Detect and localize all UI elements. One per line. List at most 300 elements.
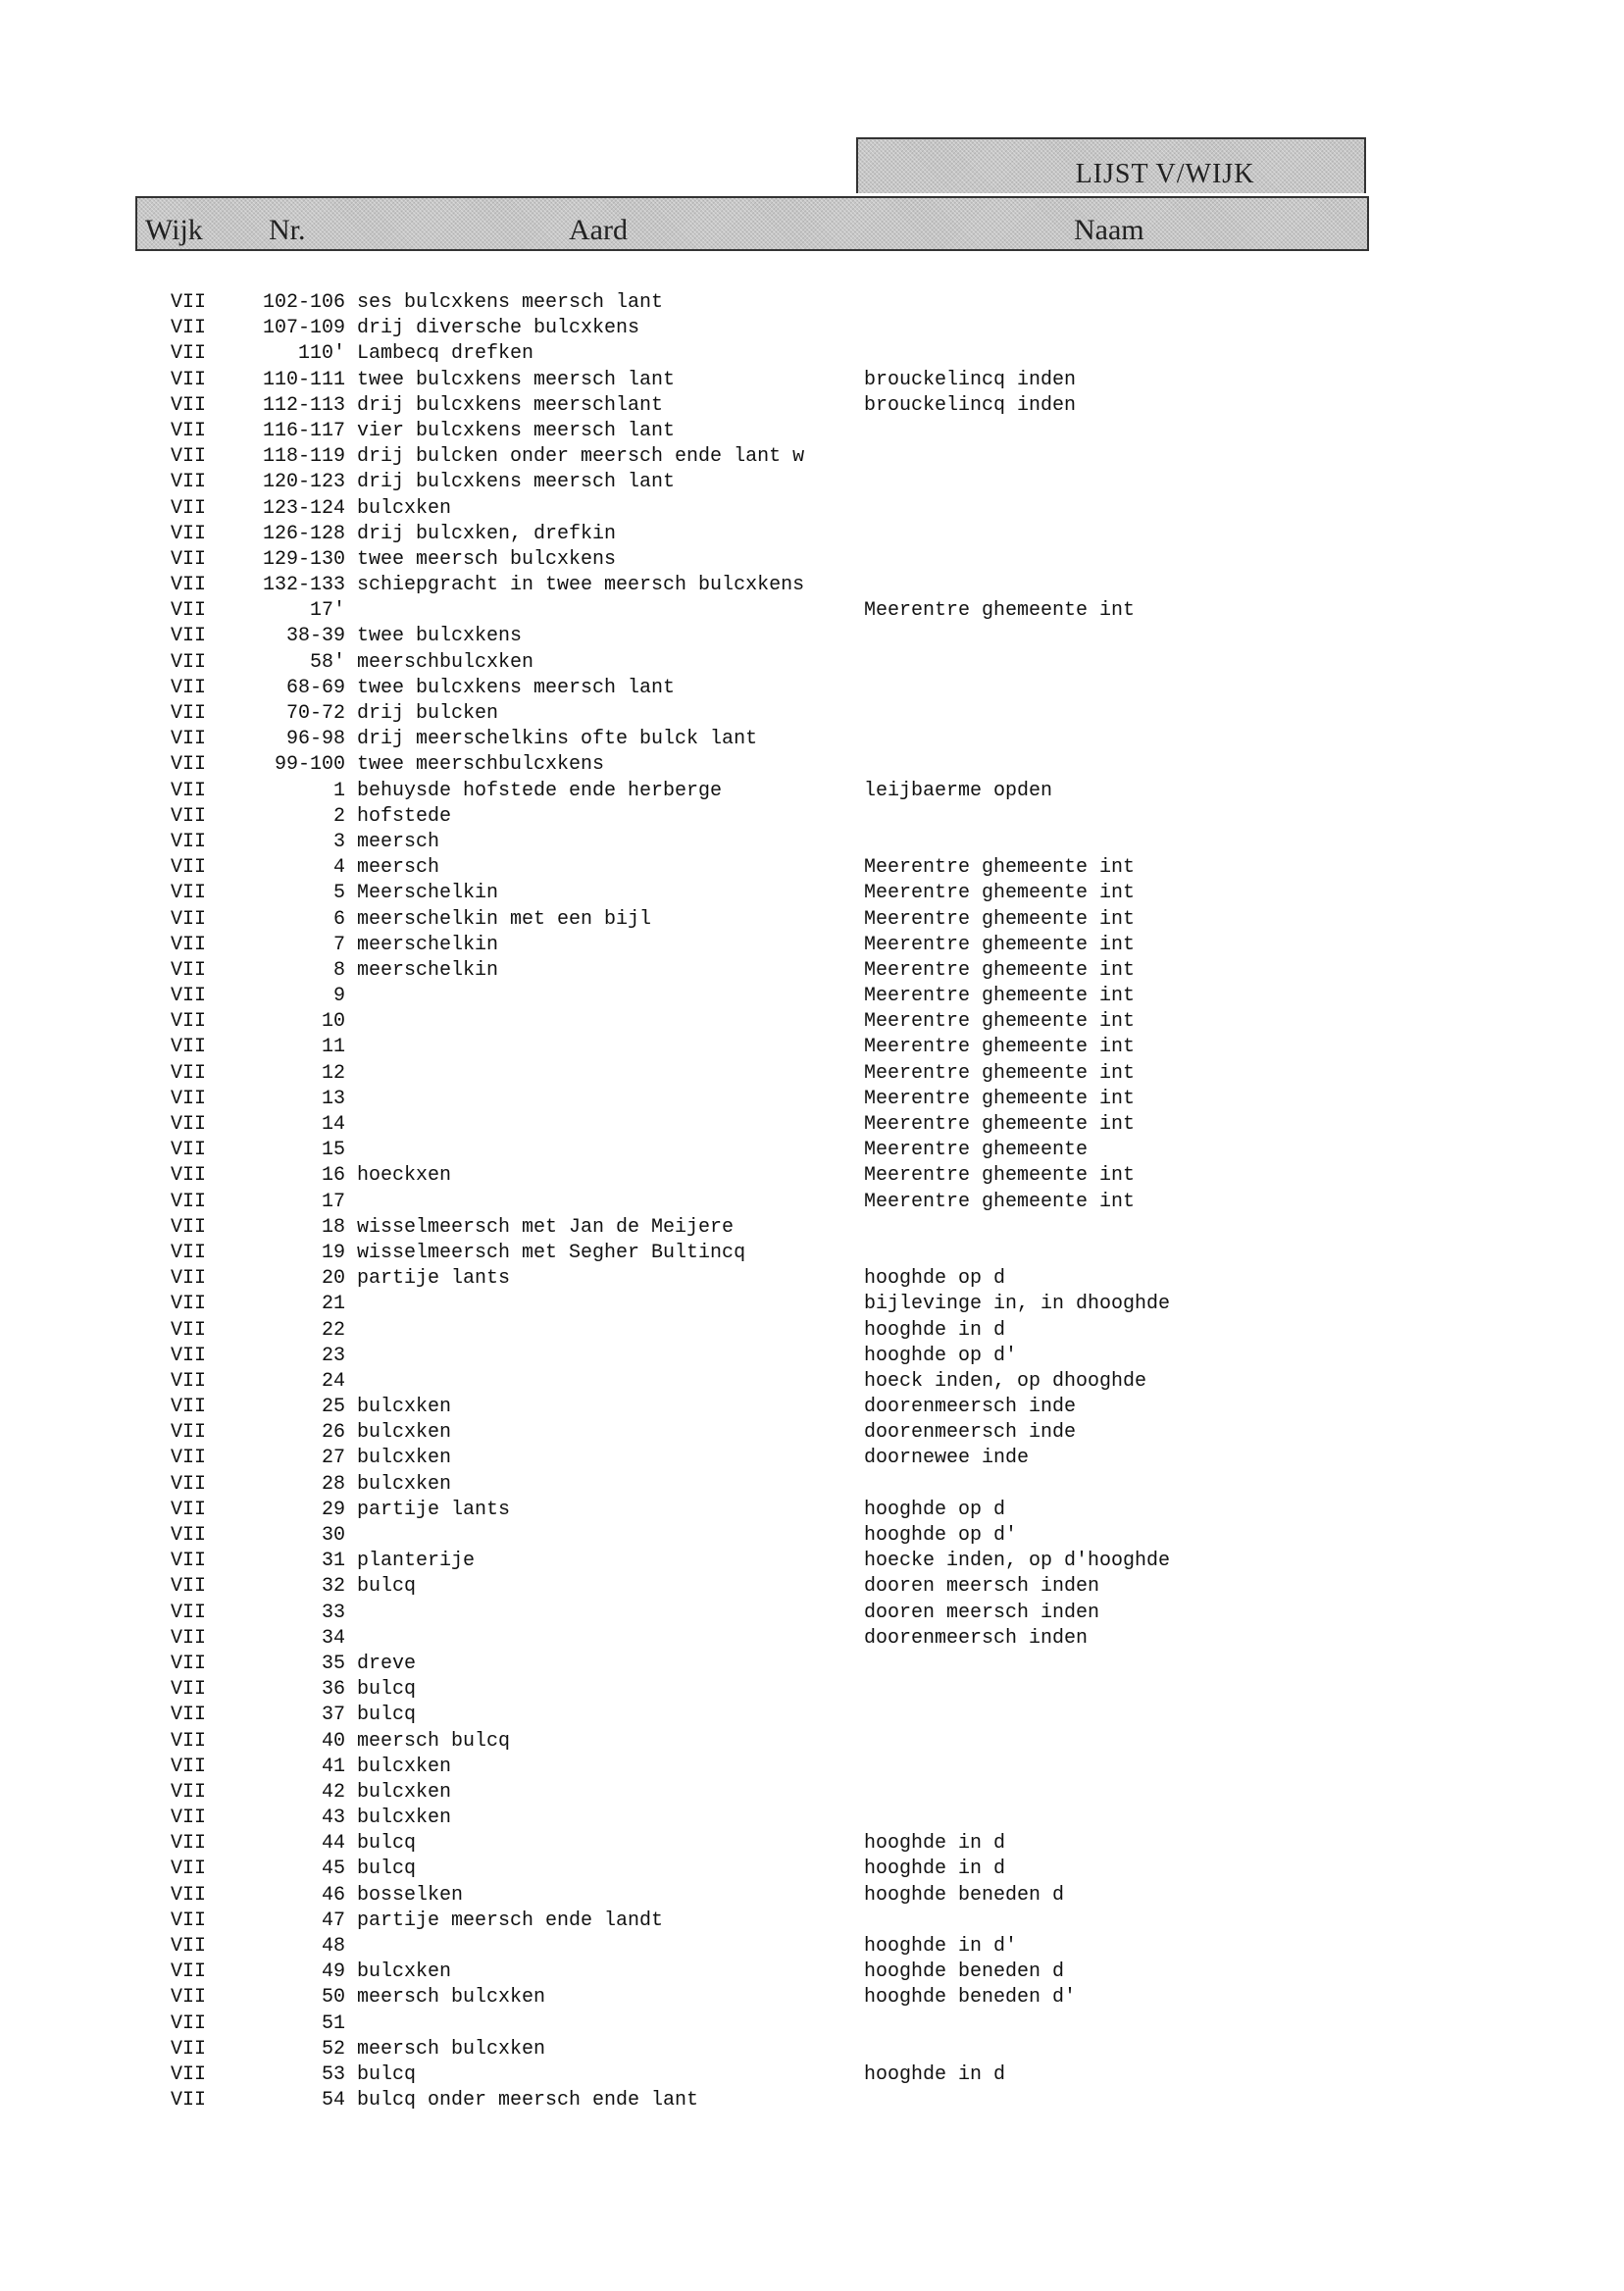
cell-wijk: VII: [171, 1036, 207, 1059]
table-row: [0, 1780, 1624, 1806]
cell-aard: partije lants: [357, 1267, 511, 1291]
cell-wijk: VII: [171, 1678, 207, 1702]
cell-nr: 37: [321, 1704, 345, 1727]
cell-nr: 27: [321, 1447, 345, 1470]
cell-aard: bulcxken: [357, 1780, 452, 1804]
cell-wijk: VII: [171, 1832, 207, 1856]
cell-wijk: VII: [171, 1061, 207, 1085]
cell-wijk: VII: [171, 2062, 207, 2086]
cell-nr: 36: [321, 1678, 345, 1702]
cell-naam: Meerentre ghemeente int: [864, 1010, 1136, 1034]
cell-aard: bulcxken: [357, 1755, 452, 1778]
cell-nr: 32: [321, 1575, 345, 1599]
cell-naam: Meerentre ghemeente int: [864, 933, 1136, 956]
cell-nr: 107-109: [262, 317, 345, 340]
cell-aard: drij bulcxken, drefkin: [357, 522, 617, 545]
cell-naam: hoeck inden, op dhooghde: [864, 1369, 1147, 1393]
table-row: [0, 958, 1624, 984]
cell-wijk: VII: [171, 445, 207, 469]
table-row: [0, 1523, 1624, 1549]
cell-nr: 123-124: [262, 496, 345, 520]
cell-nr: 2: [332, 804, 345, 828]
cell-nr: 99-100: [274, 753, 345, 777]
cell-nr: 15: [321, 1139, 345, 1162]
cell-nr: 120-123: [262, 471, 345, 494]
table-row: [0, 1369, 1624, 1395]
cell-wijk: VII: [171, 2037, 207, 2061]
cell-nr: 51: [321, 2011, 345, 2035]
cell-nr: 45: [321, 1858, 345, 1881]
cell-nr: 68-69: [285, 676, 345, 699]
cell-wijk: VII: [171, 1575, 207, 1599]
table-row: [0, 1061, 1624, 1087]
cell-wijk: VII: [171, 1986, 207, 2010]
cell-aard: twee bulcxkens meersch lant: [357, 368, 676, 391]
cell-nr: 33: [321, 1601, 345, 1624]
cell-nr: 20: [321, 1267, 345, 1291]
table-row: [0, 907, 1624, 933]
cell-aard: bulcxken: [357, 1960, 452, 1984]
table-row: [0, 1729, 1624, 1755]
cell-wijk: VII: [171, 1421, 207, 1445]
cell-aard: meersch bulcq: [357, 1729, 511, 1753]
cell-wijk: VII: [171, 1550, 207, 1573]
cell-nr: 96-98: [285, 728, 345, 751]
cell-wijk: VII: [171, 882, 207, 905]
cell-wijk: VII: [171, 317, 207, 340]
table-row: [0, 1831, 1624, 1857]
cell-aard: twee bulcxkens: [357, 625, 523, 648]
cell-aard: vier bulcxkens meersch lant: [357, 419, 676, 442]
cell-aard: bulcxken: [357, 1396, 452, 1419]
cell-naam: dooren meersch inden: [864, 1575, 1100, 1599]
cell-naam: Meerentre ghemeente int: [864, 958, 1136, 982]
table-row: [0, 393, 1624, 419]
cell-aard: bulcxken: [357, 1447, 452, 1470]
table-row: [0, 522, 1624, 547]
cell-wijk: VII: [171, 1241, 207, 1264]
cell-nr: 22: [321, 1318, 345, 1342]
cell-naam: hooghde in d: [864, 1832, 1006, 1856]
cell-aard: bulcq: [357, 1832, 417, 1856]
cell-wijk: VII: [171, 496, 207, 520]
record-list: [0, 290, 1624, 2113]
table-row: [0, 1138, 1624, 1163]
cell-wijk: VII: [171, 1293, 207, 1316]
table-row: [0, 1985, 1624, 2011]
cell-aard: drij meerschelkins ofte bulck lant: [357, 728, 758, 751]
cell-wijk: VII: [171, 1858, 207, 1881]
cell-naam: doorenmeersch inde: [864, 1421, 1077, 1445]
cell-wijk: VII: [171, 702, 207, 725]
table-row: [0, 1395, 1624, 1420]
cell-naam: hooghde in d: [864, 1858, 1006, 1881]
cell-naam: Meerentre ghemeente: [864, 1139, 1089, 1162]
table-row: [0, 727, 1624, 752]
cell-nr: 35: [321, 1652, 345, 1675]
table-row: [0, 1420, 1624, 1446]
cell-nr: 12: [321, 1061, 345, 1085]
cell-wijk: VII: [171, 650, 207, 674]
cell-wijk: VII: [171, 1498, 207, 1521]
cell-nr: 17': [309, 599, 345, 623]
cell-wijk: VII: [171, 676, 207, 699]
cell-nr: 7: [332, 933, 345, 956]
cell-nr: 26: [321, 1421, 345, 1445]
table-row: [0, 444, 1624, 470]
cell-naam: Meerentre ghemeente int: [864, 1087, 1136, 1110]
table-row: [0, 624, 1624, 649]
cell-naam: hooghde in d': [864, 1935, 1018, 1958]
cell-wijk: VII: [171, 1396, 207, 1419]
cell-aard: wisselmeersch met Jan de Meijere: [357, 1215, 735, 1239]
table-row: [0, 933, 1624, 958]
table-row: [0, 1498, 1624, 1523]
cell-nr: 28: [321, 1472, 345, 1496]
cell-wijk: VII: [171, 1755, 207, 1778]
cell-wijk: VII: [171, 958, 207, 982]
table-row: [0, 1112, 1624, 1138]
table-row: [0, 341, 1624, 367]
cell-wijk: VII: [171, 574, 207, 597]
cell-aard: planterije: [357, 1550, 476, 1573]
cell-nr: 34: [321, 1626, 345, 1650]
cell-wijk: VII: [171, 1267, 207, 1291]
cell-aard: twee meersch bulcxkens: [357, 547, 617, 571]
cell-aard: Meerschelkin: [357, 882, 499, 905]
cell-naam: doornewee inde: [864, 1447, 1030, 1470]
list-title: LIJST V/WIJK: [1075, 159, 1255, 189]
cell-naam: Meerentre ghemeente int: [864, 1036, 1136, 1059]
cell-nr: 11: [321, 1036, 345, 1059]
cell-wijk: VII: [171, 728, 207, 751]
table-row: [0, 804, 1624, 830]
cell-aard: hofstede: [357, 804, 452, 828]
table-row: [0, 2037, 1624, 2062]
cell-wijk: VII: [171, 471, 207, 494]
cell-wijk: VII: [171, 1164, 207, 1188]
cell-aard: meersch: [357, 830, 440, 853]
cell-nr: 23: [321, 1344, 345, 1367]
cell-aard: bulcxken: [357, 1807, 452, 1830]
table-row: [0, 1755, 1624, 1780]
list-title-box: [856, 137, 1366, 193]
table-row: [0, 676, 1624, 701]
cell-wijk: VII: [171, 1190, 207, 1213]
cell-wijk: VII: [171, 1601, 207, 1624]
table-row: [0, 1703, 1624, 1728]
cell-nr: 9: [332, 985, 345, 1008]
cell-wijk: VII: [171, 1318, 207, 1342]
cell-aard: meerschelkin: [357, 958, 499, 982]
cell-naam: hoecke inden, op d'hooghde: [864, 1550, 1171, 1573]
cell-naam: Meerentre ghemeente int: [864, 1164, 1136, 1188]
cell-nr: 31: [321, 1550, 345, 1573]
cell-nr: 48: [321, 1935, 345, 1958]
cell-aard: bulcq: [357, 1678, 417, 1702]
cell-aard: wisselmeersch met Segher Bultincq: [357, 1241, 746, 1264]
cell-wijk: VII: [171, 1369, 207, 1393]
cell-nr: 110-111: [262, 368, 345, 391]
table-row: [0, 830, 1624, 855]
cell-wijk: VII: [171, 1704, 207, 1727]
cell-aard: meerschelkin: [357, 933, 499, 956]
cell-wijk: VII: [171, 1215, 207, 1239]
cell-aard: drij bulcken: [357, 702, 499, 725]
table-row: [0, 2011, 1624, 2037]
cell-aard: meersch: [357, 856, 440, 880]
table-row: [0, 1266, 1624, 1292]
table-row: [0, 1215, 1624, 1241]
cell-aard: schiepgracht in twee meersch bulcxkens: [357, 574, 805, 597]
cell-aard: meerschelkin met een bijl: [357, 907, 652, 931]
table-row: [0, 1009, 1624, 1035]
table-row: [0, 752, 1624, 778]
cell-nr: 129-130: [262, 547, 345, 571]
cell-nr: 40: [321, 1729, 345, 1753]
table-row: [0, 2088, 1624, 2113]
cell-naam: Meerentre ghemeente int: [864, 985, 1136, 1008]
cell-nr: 43: [321, 1807, 345, 1830]
table-row: [0, 1601, 1624, 1626]
cell-wijk: VII: [171, 1524, 207, 1547]
cell-naam: hooghde op d: [864, 1498, 1006, 1521]
cell-wijk: VII: [171, 419, 207, 442]
cell-nr: 70-72: [285, 702, 345, 725]
cell-wijk: VII: [171, 291, 207, 314]
cell-aard: drij bulcken onder meersch ende lant w: [357, 445, 805, 469]
cell-nr: 41: [321, 1755, 345, 1778]
table-row: [0, 701, 1624, 727]
cell-wijk: VII: [171, 522, 207, 545]
table-row: [0, 1472, 1624, 1498]
cell-naam: Meerentre ghemeente int: [864, 1061, 1136, 1085]
table-row: [0, 2062, 1624, 2088]
table-row: [0, 1909, 1624, 1934]
table-row: [0, 650, 1624, 676]
table-row: [0, 1344, 1624, 1369]
cell-nr: 10: [321, 1010, 345, 1034]
cell-naam: Meerentre ghemeente int: [864, 882, 1136, 905]
cell-aard: ses bulcxkens meersch lant: [357, 291, 664, 314]
cell-naam: dooren meersch inden: [864, 1601, 1100, 1624]
table-row: [0, 419, 1624, 444]
cell-wijk: VII: [171, 907, 207, 931]
cell-aard: bulcxken: [357, 1421, 452, 1445]
column-header-nr: Nr.: [269, 214, 306, 246]
cell-aard: bulcq: [357, 1858, 417, 1881]
cell-nr: 44: [321, 1832, 345, 1856]
cell-aard: twee bulcxkens meersch lant: [357, 676, 676, 699]
table-row: [0, 1806, 1624, 1831]
cell-nr: 5: [332, 882, 345, 905]
cell-nr: 24: [321, 1369, 345, 1393]
cell-wijk: VII: [171, 830, 207, 853]
cell-wijk: VII: [171, 1960, 207, 1984]
cell-nr: 38-39: [285, 625, 345, 648]
table-row: [0, 470, 1624, 495]
cell-naam: hooghde beneden d: [864, 1960, 1065, 1984]
cell-nr: 54: [321, 2089, 345, 2113]
table-row: [0, 1549, 1624, 1574]
cell-naam: brouckelincq inden: [864, 368, 1077, 391]
table-row: [0, 1035, 1624, 1060]
table-row: [0, 1960, 1624, 1985]
cell-nr: 19: [321, 1241, 345, 1264]
cell-nr: 49: [321, 1960, 345, 1984]
table-row: [0, 1857, 1624, 1882]
cell-nr: 16: [321, 1164, 345, 1188]
table-row: [0, 1292, 1624, 1317]
cell-naam: hooghde op d': [864, 1344, 1018, 1367]
cell-wijk: VII: [171, 368, 207, 391]
cell-naam: doorenmeersch inde: [864, 1396, 1077, 1419]
cell-aard: bulcxken: [357, 496, 452, 520]
cell-wijk: VII: [171, 1652, 207, 1675]
cell-naam: Meerentre ghemeente int: [864, 907, 1136, 931]
cell-nr: 17: [321, 1190, 345, 1213]
cell-wijk: VII: [171, 985, 207, 1008]
cell-nr: 8: [332, 958, 345, 982]
cell-wijk: VII: [171, 342, 207, 366]
cell-wijk: VII: [171, 599, 207, 623]
table-row: [0, 855, 1624, 881]
cell-wijk: VII: [171, 804, 207, 828]
table-row: [0, 1190, 1624, 1215]
cell-wijk: VII: [171, 753, 207, 777]
table-row: [0, 1883, 1624, 1909]
table-row: [0, 1163, 1624, 1189]
table-row: [0, 1446, 1624, 1471]
cell-aard: bulcq: [357, 1575, 417, 1599]
cell-aard: twee meerschbulcxkens: [357, 753, 605, 777]
cell-wijk: VII: [171, 625, 207, 648]
column-header-naam: Naam: [1074, 214, 1144, 246]
cell-nr: 14: [321, 1113, 345, 1136]
cell-aard: partije lants: [357, 1498, 511, 1521]
cell-naam: bijlevinge in, in dhooghde: [864, 1293, 1171, 1316]
cell-nr: 58': [309, 650, 345, 674]
cell-nr: 50: [321, 1986, 345, 2010]
cell-wijk: VII: [171, 547, 207, 571]
cell-wijk: VII: [171, 1807, 207, 1830]
cell-naam: hooghde beneden d: [864, 1883, 1065, 1907]
cell-nr: 29: [321, 1498, 345, 1521]
cell-wijk: VII: [171, 2011, 207, 2035]
table-row: [0, 1574, 1624, 1600]
cell-aard: meerschbulcxken: [357, 650, 534, 674]
column-header-aard: Aard: [569, 214, 628, 246]
cell-aard: bulcq: [357, 1704, 417, 1727]
table-row: [0, 290, 1624, 316]
cell-naam: leijbaerme opden: [864, 779, 1053, 802]
table-row: [0, 984, 1624, 1009]
cell-wijk: VII: [171, 1344, 207, 1367]
cell-wijk: VII: [171, 933, 207, 956]
table-row: [0, 368, 1624, 393]
cell-nr: 25: [321, 1396, 345, 1419]
column-header-wijk: Wijk: [145, 214, 203, 246]
cell-nr: 132-133: [262, 574, 345, 597]
table-row: [0, 1241, 1624, 1266]
cell-wijk: VII: [171, 1447, 207, 1470]
cell-wijk: VII: [171, 1780, 207, 1804]
cell-nr: 118-119: [262, 445, 345, 469]
cell-nr: 6: [332, 907, 345, 931]
cell-aard: drij bulcxkens meerschlant: [357, 393, 664, 417]
table-row: [0, 496, 1624, 522]
cell-wijk: VII: [171, 2089, 207, 2113]
cell-aard: meersch bulcxken: [357, 2037, 546, 2061]
cell-aard: Lambecq drefken: [357, 342, 534, 366]
cell-wijk: VII: [171, 1729, 207, 1753]
cell-wijk: VII: [171, 1472, 207, 1496]
cell-aard: behuysde hofstede ende herberge: [357, 779, 723, 802]
cell-wijk: VII: [171, 393, 207, 417]
cell-naam: hooghde op d': [864, 1524, 1018, 1547]
table-row: [0, 547, 1624, 573]
table-row: [0, 1652, 1624, 1677]
table-row: [0, 1934, 1624, 1960]
cell-wijk: VII: [171, 1010, 207, 1034]
cell-aard: drij bulcxkens meersch lant: [357, 471, 676, 494]
cell-nr: 18: [321, 1215, 345, 1239]
cell-aard: bulcq onder meersch ende lant: [357, 2089, 699, 2113]
cell-wijk: VII: [171, 1139, 207, 1162]
table-row: [0, 779, 1624, 804]
cell-aard: dreve: [357, 1652, 417, 1675]
table-row: [0, 881, 1624, 906]
column-header-bar: [135, 196, 1369, 251]
cell-wijk: VII: [171, 779, 207, 802]
cell-wijk: VII: [171, 1626, 207, 1650]
cell-naam: hooghde in d: [864, 2062, 1006, 2086]
cell-naam: doorenmeersch inden: [864, 1626, 1089, 1650]
cell-aard: meersch bulcxken: [357, 1986, 546, 2010]
cell-naam: Meerentre ghemeente int: [864, 599, 1136, 623]
cell-nr: 1: [332, 779, 345, 802]
cell-naam: brouckelincq inden: [864, 393, 1077, 417]
cell-nr: 42: [321, 1780, 345, 1804]
table-row: [0, 1318, 1624, 1344]
cell-nr: 21: [321, 1293, 345, 1316]
cell-aard: partije meersch ende landt: [357, 1909, 664, 1932]
cell-aard: hoeckxen: [357, 1164, 452, 1188]
cell-wijk: VII: [171, 856, 207, 880]
cell-nr: 126-128: [262, 522, 345, 545]
table-row: [0, 1626, 1624, 1652]
cell-nr: 53: [321, 2062, 345, 2086]
cell-naam: Meerentre ghemeente int: [864, 1190, 1136, 1213]
table-row: [0, 1677, 1624, 1703]
cell-naam: Meerentre ghemeente int: [864, 856, 1136, 880]
cell-aard: bulcxken: [357, 1472, 452, 1496]
table-row: [0, 316, 1624, 341]
cell-nr: 30: [321, 1524, 345, 1547]
cell-naam: Meerentre ghemeente int: [864, 1113, 1136, 1136]
cell-nr: 110': [297, 342, 345, 366]
cell-nr: 52: [321, 2037, 345, 2061]
cell-nr: 4: [332, 856, 345, 880]
table-row: [0, 598, 1624, 624]
cell-nr: 46: [321, 1883, 345, 1907]
cell-nr: 116-117: [262, 419, 345, 442]
table-row: [0, 1087, 1624, 1112]
cell-naam: hooghde in d: [864, 1318, 1006, 1342]
cell-wijk: VII: [171, 1087, 207, 1110]
table-row: [0, 573, 1624, 598]
cell-naam: hooghde op d: [864, 1267, 1006, 1291]
